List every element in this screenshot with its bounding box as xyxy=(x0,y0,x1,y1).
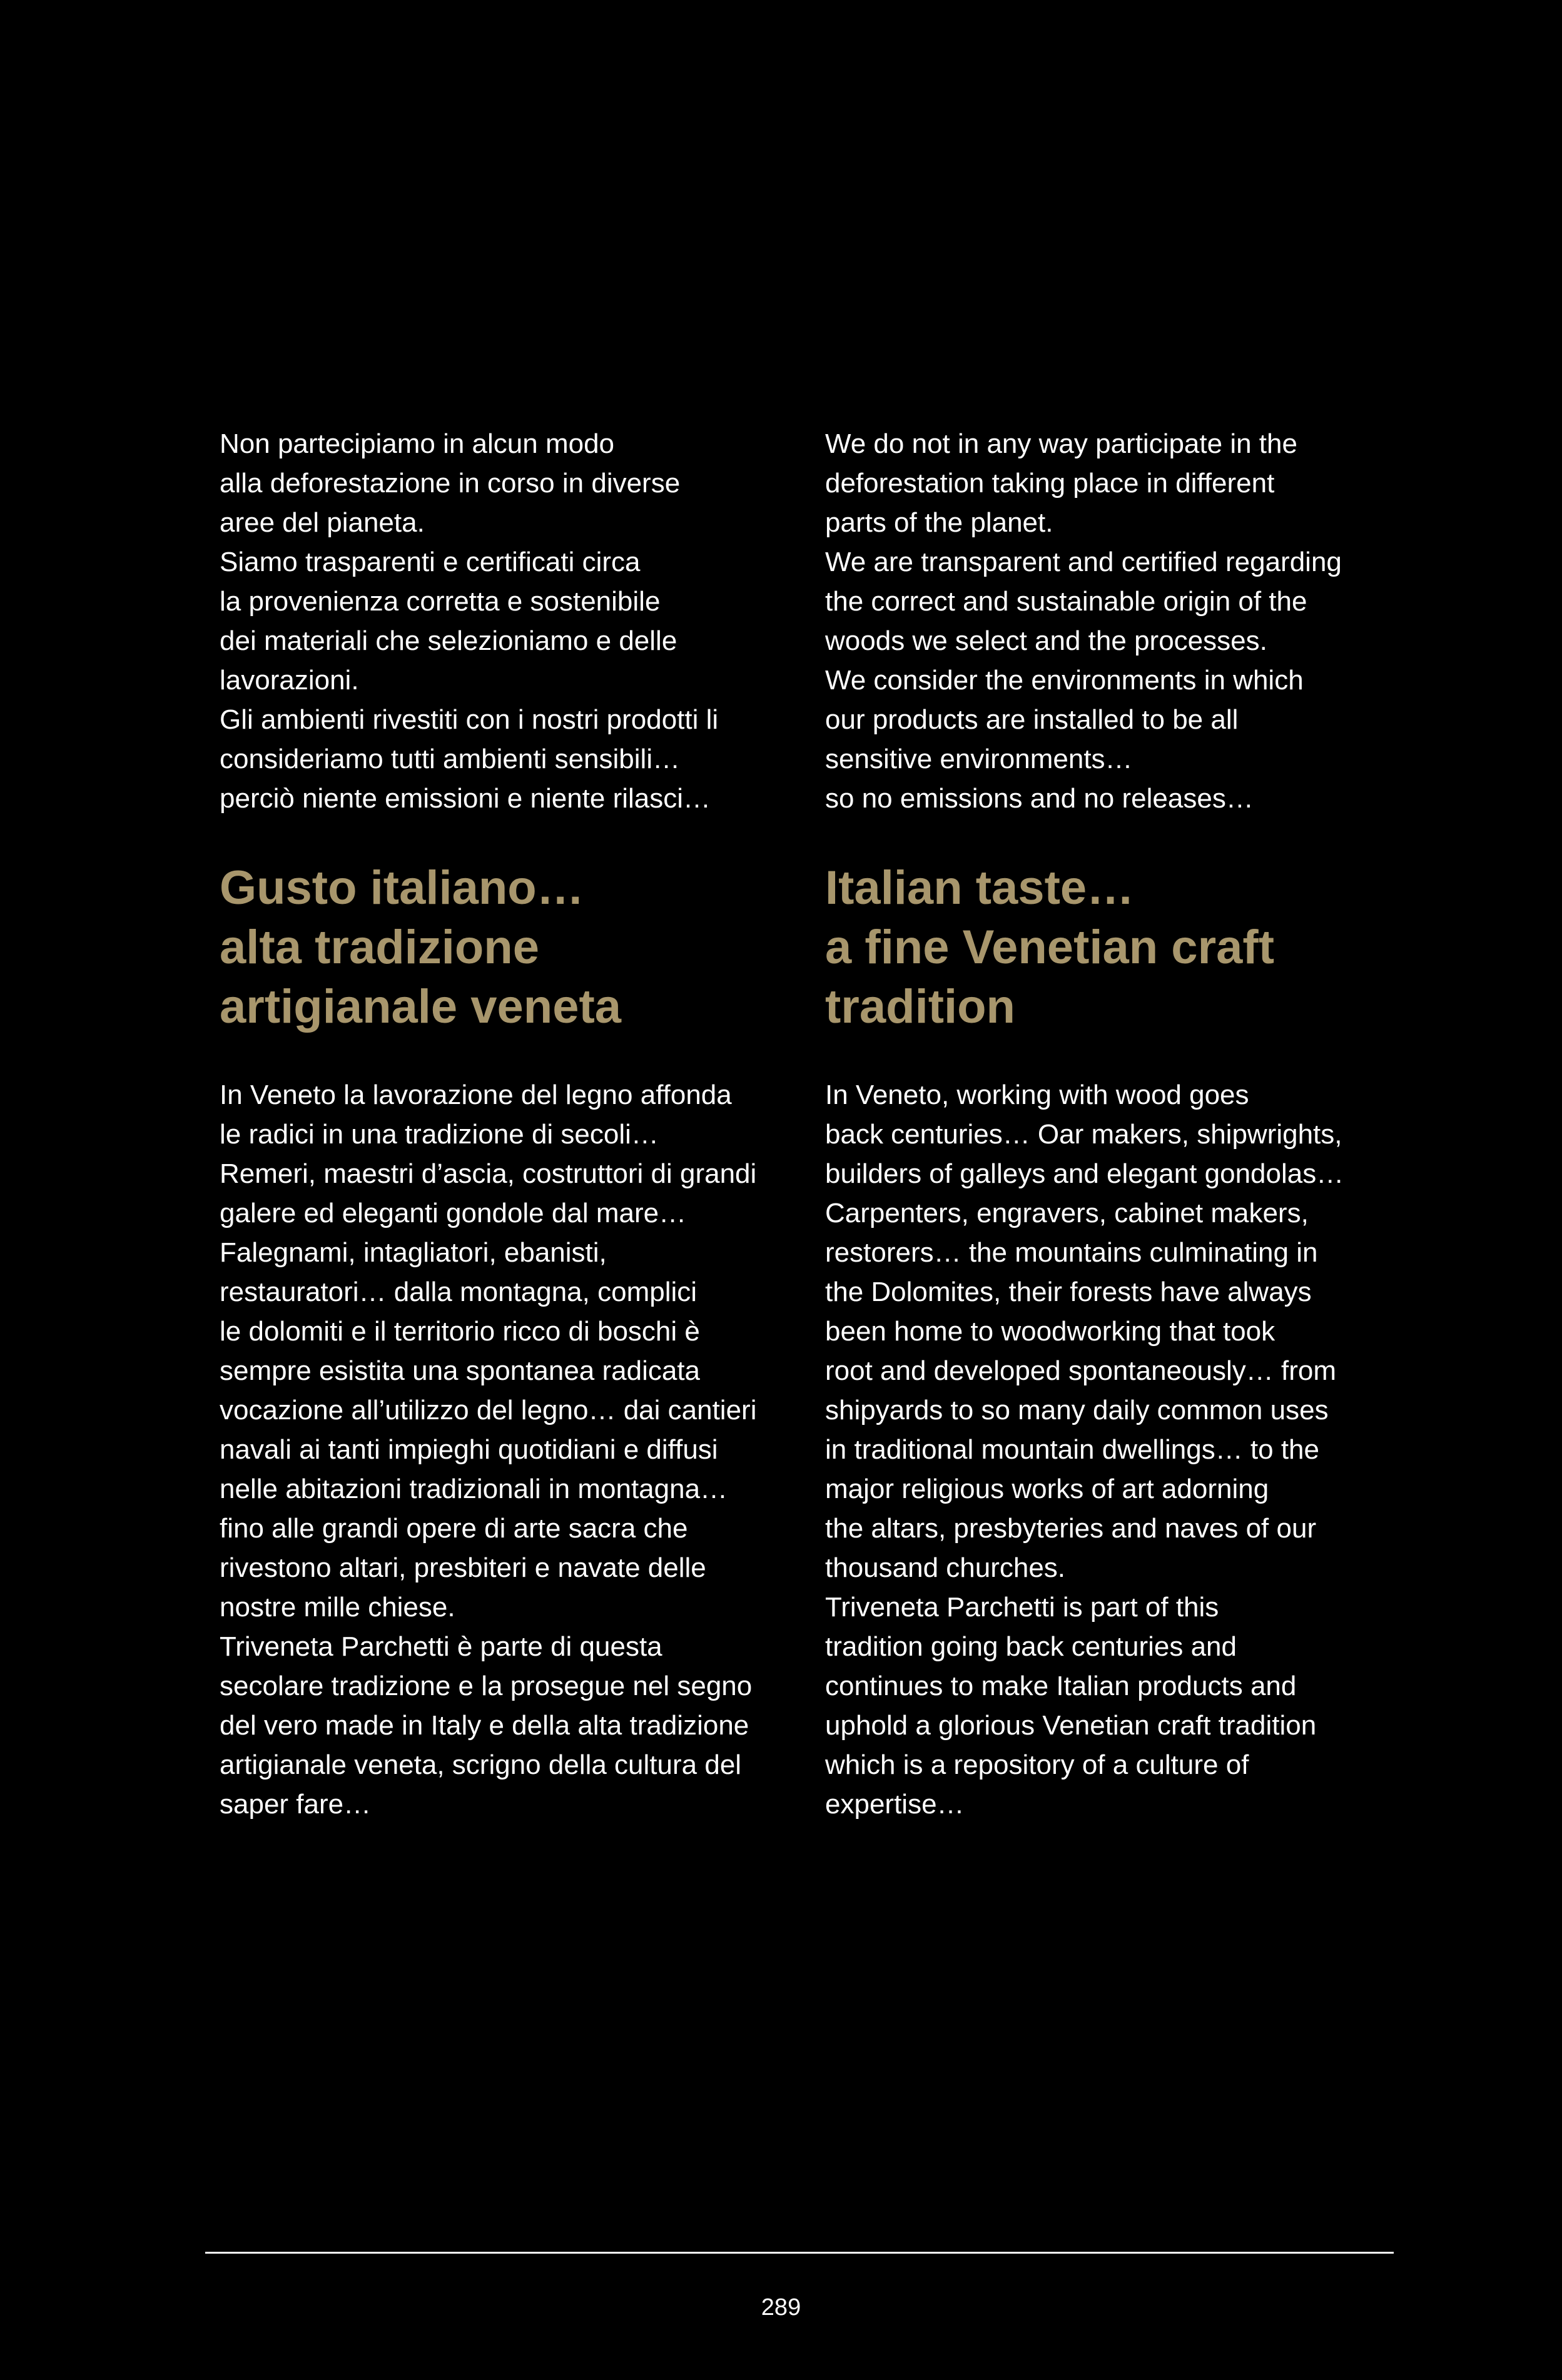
italian-body-paragraph: In Veneto la lavorazione del legno affonda le radici in una tradizione di secoli… Remeri, maestri d’ascia, costruttori di grandi galere ed eleganti gondole dal mare… Falegnami, intagliatori, ebanisti, restauratori… dalla montagna, complici le dolomiti e il territorio ricco di boschi è sempre esistita una spontanea radicata vocazione all’utilizzo del legno… dai cantieri navali ai tanti impieghi quotidiani e diffusi nelle abitazioni tradizionali in montagna… fino alle grandi opere di arte sacra che rivestono altari, presbiteri e navate delle nostre mille chiese. Triveneta Parchetti è parte di questa secolare tradizione e la prosegue nel segno del vero made in Italy e della alta tradizione artigianale veneta, scrigno della cultura del saper fare… xyxy=(220,1080,757,1820)
italian-heading: Gusto italiano… alta tradizione artigianale veneta xyxy=(220,861,622,1033)
page-number: 289 xyxy=(761,2294,801,2321)
english-intro-paragraph: We do not in any way participate in the deforestation taking place in different parts of the planet. We are transparent and certified regarding the correct and sustainable origin of the woods we select and the processes. We consider the environments in which our products are installed to be all sensitive environments… so no emissions and no releases… xyxy=(825,428,1342,814)
italian-intro-paragraph: Non partecipiamo in alcun modo alla deforestazione in corso in diverse aree del pianeta. Siamo trasparenti e certificati circa la provenienza corretta e sostenibile dei materiali che selezioniamo e delle lavorazioni. Gli ambienti rivestiti con i nostri prodotti li consideriamo tutti ambienti sensibili… perciò niente emissioni e niente rilasci… xyxy=(220,428,719,814)
english-column xyxy=(825,424,1391,1824)
footer-divider xyxy=(205,2252,1394,2254)
italian-column xyxy=(220,424,786,1824)
english-body-paragraph: In Veneto, working with wood goes back centuries… Oar makers, shipwrights, builders of galleys and elegant gondolas… Carpenters, engravers, cabinet makers, restorers… the mountains culminating in the Dolomites, their forests have always been home to woodworking that took root and developed spontaneously… from shipyards to so many daily common uses in traditional mountain dwellings… to the major religious works of art adorning the altars, presbyteries and naves of our thousand churches. Triveneta Parchetti is part of this tradition going back centuries and continues to make Italian products and uphold a glorious Venetian craft tradition which is a repository of a culture of expertise… xyxy=(825,1080,1344,1820)
english-heading: Italian taste… a fine Venetian craft tradition xyxy=(825,861,1275,1033)
